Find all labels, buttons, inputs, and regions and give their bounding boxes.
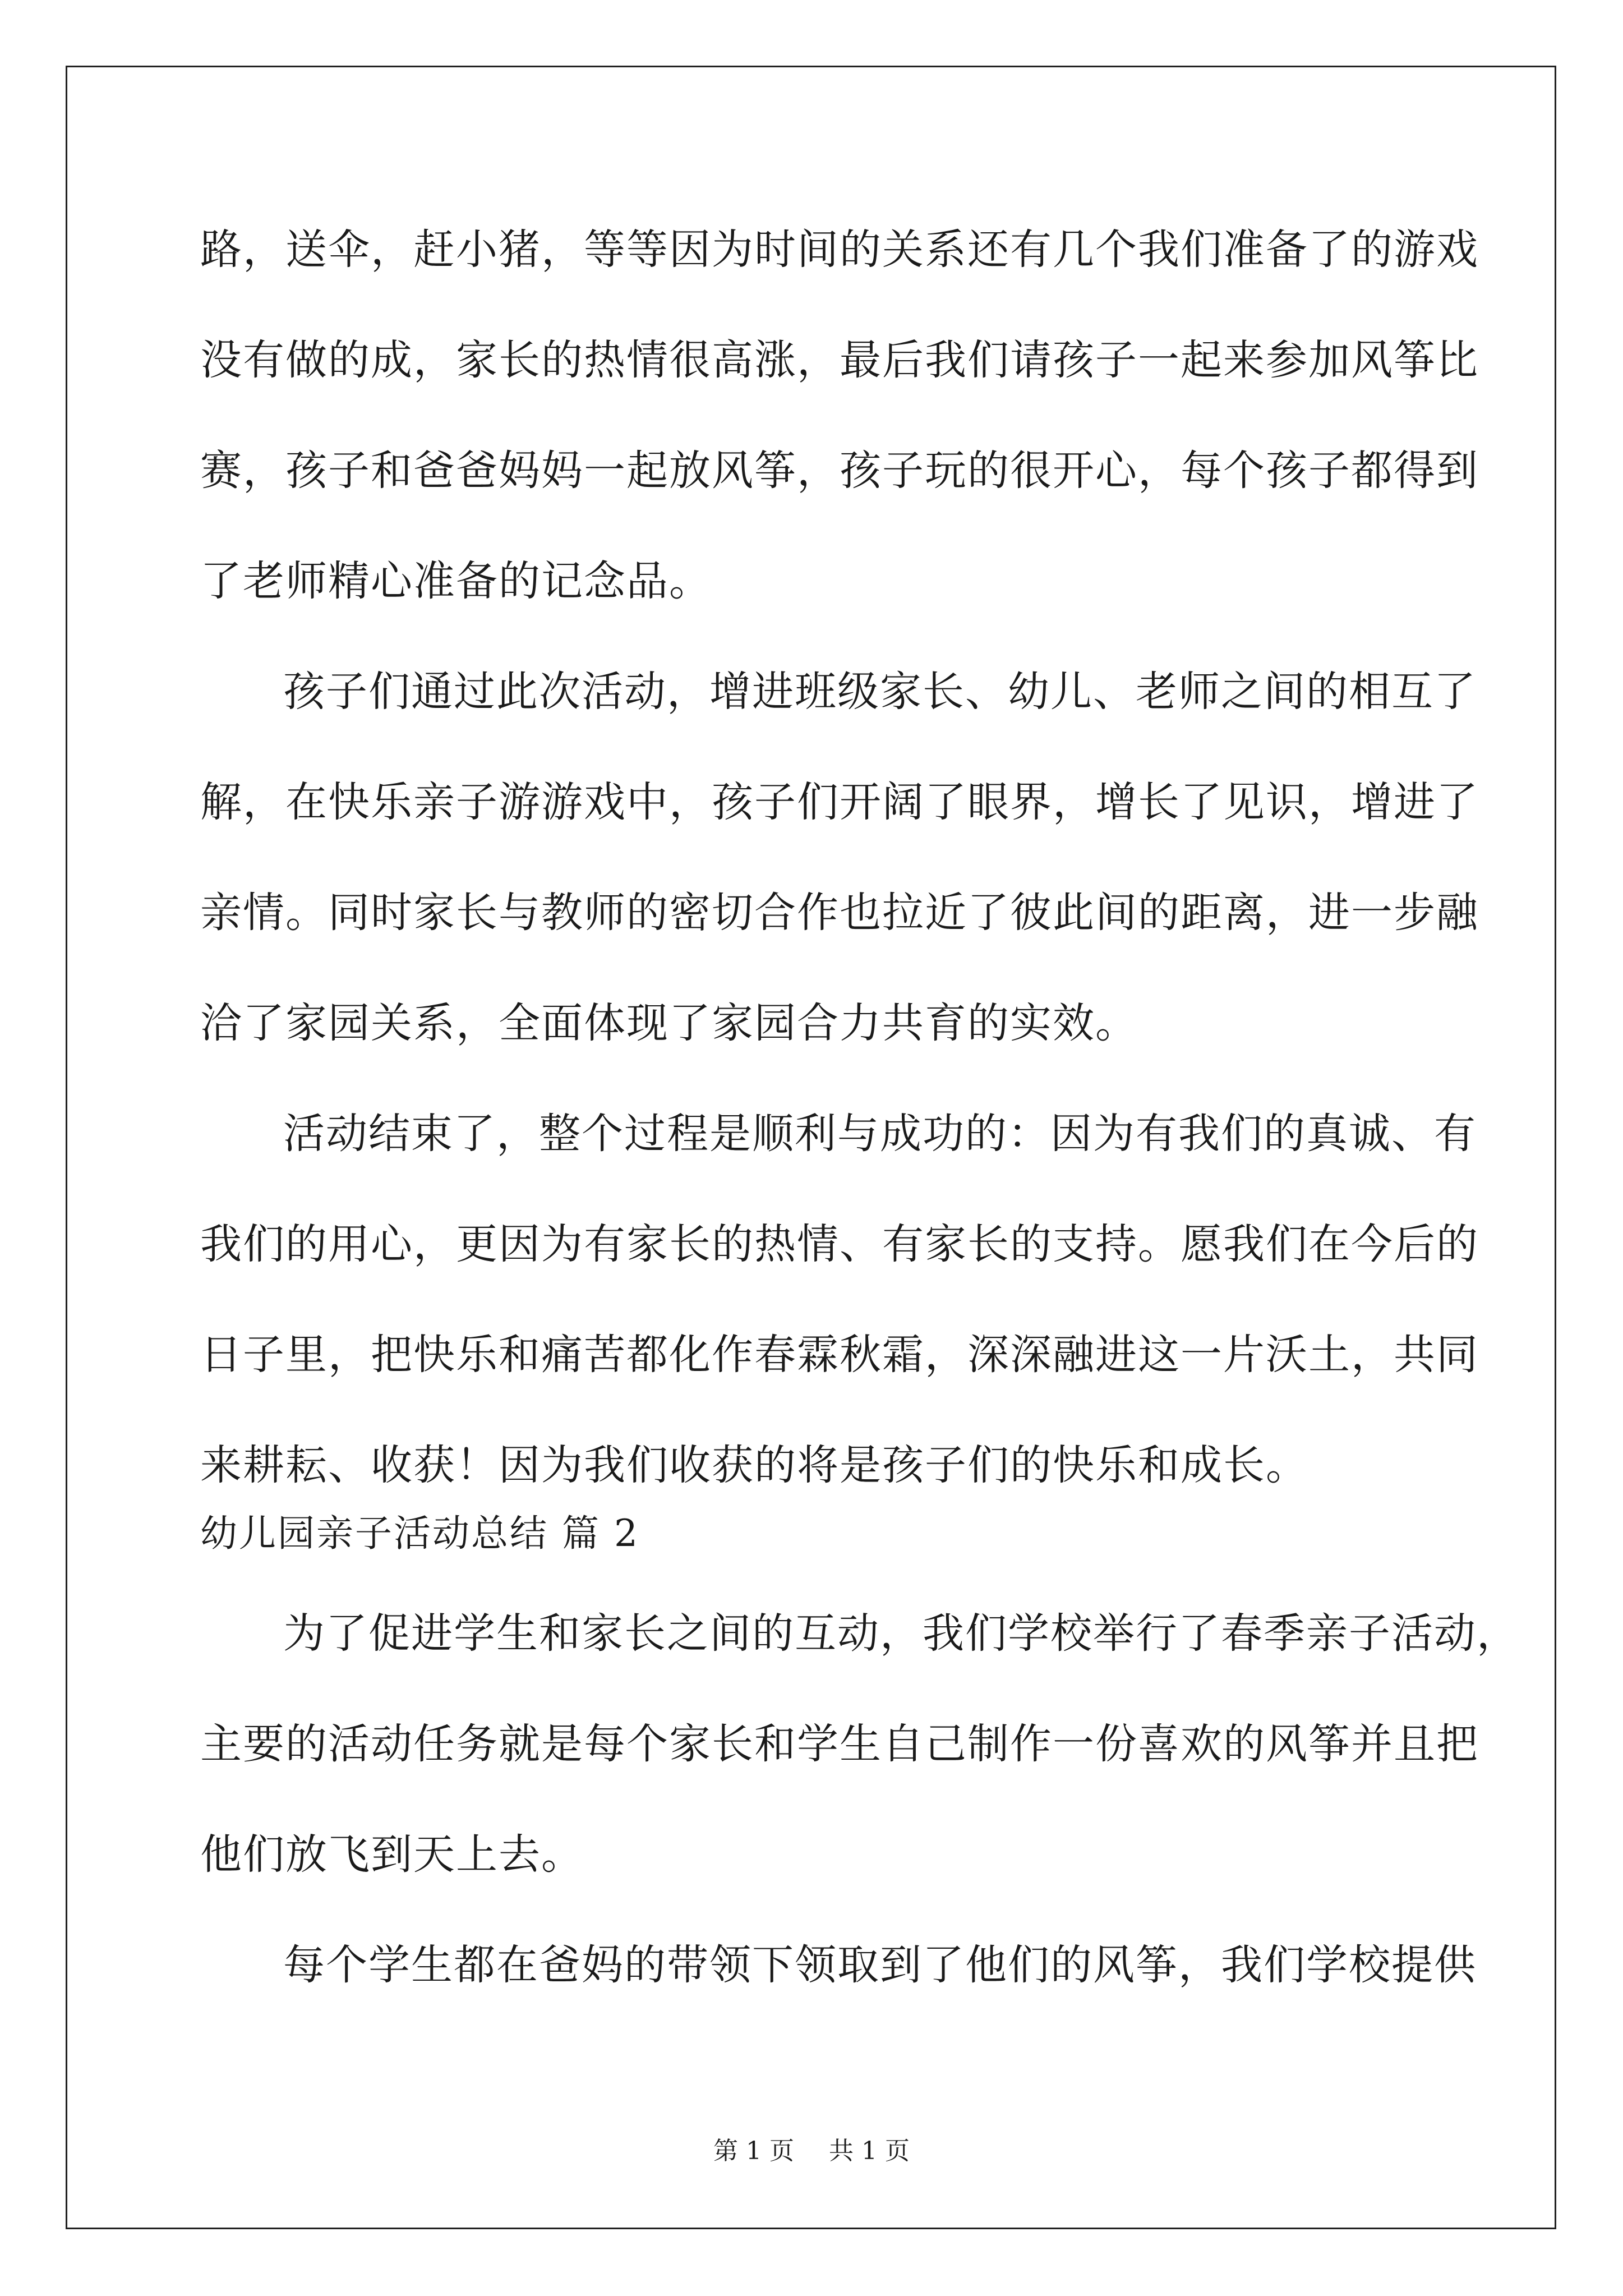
paragraph-5-line-1: 每个学生都在爸妈的带领下领取到了他们的风筝，我们学校提供 — [283, 1941, 1477, 1989]
paragraph-2-line-4: 洽了家园关系，全面体现了家园合力共育的实效。 — [200, 999, 1138, 1047]
paragraph-4-line-1: 为了促进学生和家长之间的互动，我们学校举行了春季亲子活动， — [283, 1609, 1519, 1658]
paragraph-2-line-2: 解，在快乐亲子游游戏中，孩子们开阔了眼界，增长了见识，增进了 — [200, 778, 1479, 826]
paragraph-4-line-2: 主要的活动任务就是每个家长和学生自己制作一份喜欢的风筝并且把 — [200, 1720, 1479, 1768]
section-heading: 幼儿园亲子活动总结 篇 2 — [200, 1512, 639, 1555]
paragraph-3-line-3: 日子里，把快乐和痛苦都化作春霖秋霜，深深融进这一片沃土，共同 — [200, 1331, 1479, 1379]
page-number-current: 第 1 页 — [713, 2137, 794, 2165]
paragraph-2-line-3: 亲情。同时家长与教师的密切合作也拉近了彼此间的距离，进一步融 — [200, 889, 1479, 937]
paragraph-2-line-1: 孩子们通过此次活动，增进班级家长、幼儿、老师之间的相互了 — [283, 668, 1477, 716]
paragraph-1-line-1: 路，送伞，赶小猪，等等因为时间的关系还有几个我们准备了的游戏 — [200, 226, 1479, 274]
paragraph-1-line-4: 了老师精心准备的记念品。 — [200, 557, 712, 605]
page-footer — [0, 2134, 1623, 2168]
paragraph-3-line-4: 来耕耘、收获！因为我们收获的将是孩子们的快乐和成长。 — [200, 1441, 1308, 1489]
page-number-total: 共 1 页 — [829, 2137, 910, 2165]
paragraph-3-line-2: 我们的用心，更因为有家长的热情、有家长的支持。愿我们在今后的 — [200, 1220, 1479, 1268]
paragraph-4-line-3: 他们放飞到天上去。 — [200, 1830, 584, 1879]
paragraph-1-line-3: 赛，孩子和爸爸妈妈一起放风筝，孩子玩的很开心，每个孩子都得到 — [200, 447, 1479, 495]
paragraph-1-line-2: 没有做的成，家长的热情很高涨，最后我们请孩子一起来参加风筝比 — [200, 336, 1479, 384]
paragraph-3-line-1: 活动结束了，整个过程是顺利与成功的：因为有我们的真诚、有 — [283, 1110, 1477, 1158]
